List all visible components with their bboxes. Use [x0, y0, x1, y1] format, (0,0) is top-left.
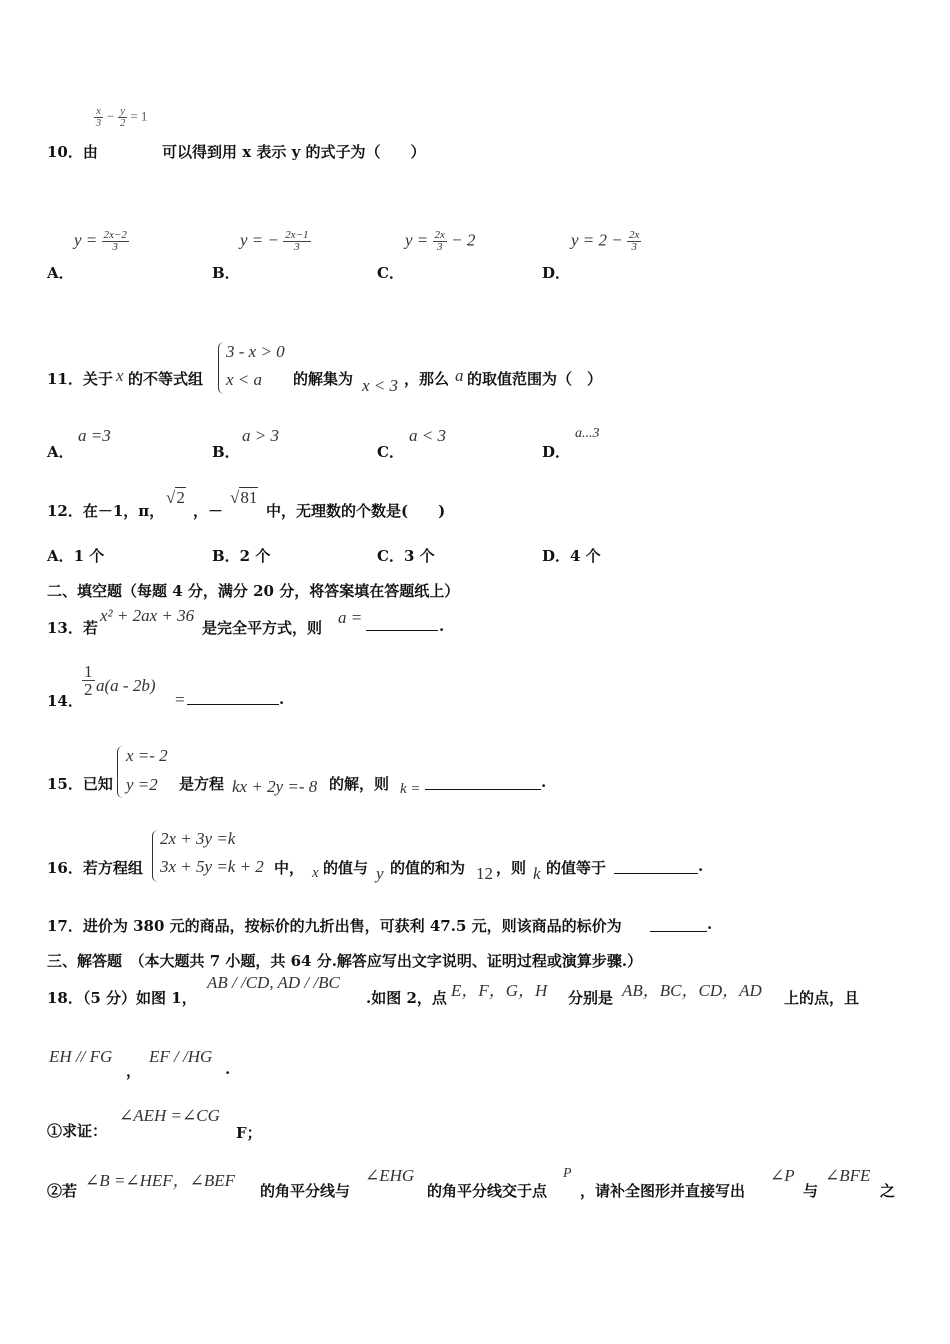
q11-a: a [455, 366, 464, 385]
q10-option-c-den: 3 [436, 241, 443, 253]
q16-x: x [312, 865, 319, 881]
q18-part1-label: ①求证： [47, 1122, 108, 1140]
q11-stem-2: 的解集为 [293, 370, 354, 388]
q10-number: 10．由 [47, 143, 98, 161]
q12-sqrt2: √2 [166, 488, 185, 507]
q10-eq-minus: − [106, 108, 115, 124]
q10-option-c-lhs: y = [405, 230, 429, 250]
q15-answer-blank[interactable] [425, 773, 541, 790]
q10-eq-3: 3 [95, 117, 102, 129]
q11-stem-3: ，那么 [404, 370, 450, 388]
q11-x: x [116, 366, 124, 385]
q18-part2-t2: 的角平分线交于点 [427, 1182, 548, 1200]
q10-option-a-label: A． [47, 264, 74, 282]
q16-y: y [376, 864, 384, 883]
q10-option-d-expr [571, 230, 641, 253]
q14-fraction [82, 663, 95, 698]
q16-k: k [533, 864, 541, 883]
q18-t4: 上的点，且 [784, 989, 860, 1007]
q18-part2-t5: 之 [880, 1182, 896, 1200]
q13-expr: x² + 2ax + 36 [100, 606, 195, 625]
q15-equation: kx + 2y =- 8 [232, 777, 318, 796]
q14-one: 1 [84, 662, 93, 681]
q16-n: 12 [476, 864, 493, 883]
q13-mid: 是完全平方式，则 [202, 619, 323, 637]
q15-mid: 是方程 [179, 775, 225, 793]
q10-option-a-num: 2x−2 [103, 229, 127, 241]
q15-system-line-1: x =- 2 [126, 746, 168, 765]
q11-option-b-expr: a > 3 [242, 426, 279, 445]
q10-option-c-num: 2x [434, 229, 445, 241]
q10-option-b-label: B． [212, 264, 240, 282]
q16-t1: 中， [274, 859, 305, 877]
q18-t5: ， [126, 1062, 142, 1080]
q18-part2-m4: ∠P [770, 1166, 795, 1185]
section-2-heading: 二、填空题（每题 4 分，满分 20 分，将答案填在答题纸上） [47, 582, 460, 600]
q10-option-a-den: 3 [112, 241, 118, 253]
q18-t3: 分别是 [568, 989, 614, 1007]
q18-m1: AB / /CD, AD / /BC [207, 973, 340, 992]
q11-option-d-label: D． [542, 443, 571, 461]
q18-part1-tail: F； [236, 1124, 262, 1142]
q18-part2-expr: ∠B =∠HEF，∠BEF [85, 1171, 236, 1190]
q13-number: 13．若 [47, 619, 98, 637]
q11-option-c-expr: a < 3 [409, 426, 446, 445]
q13-end: . [439, 617, 445, 635]
q12-sqrt81-radicand: 81 [240, 488, 258, 507]
q10-option-c-expr [405, 230, 475, 253]
q16-number: 16．若方程组 [47, 859, 143, 877]
q14-expr: a(a - 2b) [96, 676, 156, 695]
q17-end: . [707, 915, 713, 933]
q16-end: . [698, 857, 704, 875]
q15-number: 15．已知 [47, 775, 113, 793]
q11-option-d-expr: a...3 [575, 426, 600, 441]
q10-option-c-tail: − 2 [451, 230, 476, 250]
q14-eq: = [175, 690, 185, 709]
q18-m2: E，F，G，H [451, 981, 548, 1000]
q10-eq-rhs: = 1 [130, 108, 148, 124]
q18-m3: AB，BC，CD，AD [622, 981, 762, 1000]
q10-stem: 可以得到用 x 表示 y 的式子为（ ） [162, 143, 426, 161]
q10-equation [94, 106, 147, 129]
q13-answer-blank[interactable] [366, 614, 438, 631]
q13-a: a = [338, 608, 363, 627]
q10-option-b-lhs: y = − [240, 230, 279, 250]
q11-system-line-1: 3 - x > 0 [226, 342, 285, 361]
q18-t2: .如图 2，点 [366, 989, 447, 1007]
q18-m4: EH // FG [49, 1047, 113, 1066]
q18-t1: 18．（5 分）如图 1， [47, 989, 197, 1007]
q15-k: k = [400, 781, 421, 797]
q16-system-line-2: 3x + 5y =k + 2 [160, 857, 264, 876]
q16-t3: 的值的和为 [390, 859, 466, 877]
q11-option-c-label: C． [377, 443, 404, 461]
q11-stem-1: 的不等式组 [128, 370, 204, 388]
q11-system-line-2: x < a [226, 370, 263, 389]
q10-eq-2: 2 [119, 117, 126, 129]
q10-option-b-den: 3 [294, 241, 300, 253]
q18-part2-m3: P [563, 1166, 572, 1181]
q17-answer-blank[interactable] [650, 915, 707, 932]
q18-part2-t3: ，请补全图形并直接写出 [580, 1182, 746, 1200]
q18-part1-expr: ∠AEH =∠CG [119, 1106, 220, 1125]
q10-eq-y: y [120, 105, 126, 117]
q11-option-b-label: B． [212, 443, 240, 461]
q16-system-brace [152, 830, 159, 882]
q17-text: 17．进价为 380 元的商品，按标价的九折出售，可获利 47.5 元，则该商品的标价为 [47, 917, 622, 935]
q10-option-d-num: 2x [629, 229, 640, 241]
section-3-heading: 三、解答题 （本大题共 7 小题，共 64 分.解答应写出文字说明、证明过程或演算步骤.） [47, 952, 643, 970]
q11-option-a-label: A． [47, 443, 74, 461]
q18-part2-m2: ∠EHG [365, 1166, 415, 1185]
q15-system-brace [117, 746, 124, 798]
q18-part2-m5: ∠BFE [825, 1166, 871, 1185]
q10-option-b-expr [240, 230, 311, 253]
q12-sqrt81: √81 [230, 488, 258, 507]
q14-answer-blank[interactable] [187, 688, 279, 705]
q15-end: . [541, 773, 547, 791]
q12-text-2: ，－ [193, 502, 224, 520]
q18-part2-label: ②若 [47, 1182, 78, 1200]
q12-text-1: 12．在－1，π， [47, 502, 165, 520]
q12-option-a: A．1 个 [47, 547, 105, 565]
q11-number: 11．关于 [47, 370, 113, 388]
q10-option-d-lhs: y = 2 − [571, 230, 623, 250]
q18-part2-t4: 与 [803, 1182, 819, 1200]
q10-option-d-label: D． [542, 264, 571, 282]
q11-stem-4: 的取值范围为（ ） [467, 370, 603, 388]
q18-t6: . [225, 1060, 231, 1078]
q10-option-a-lhs: y = [74, 230, 98, 250]
q10-option-b-num: 2x−1 [285, 229, 309, 241]
q14-two: 2 [84, 680, 93, 699]
q15-mid-2: 的解，则 [329, 775, 390, 793]
q10-option-c-label: C． [377, 264, 404, 282]
q14-end: . [279, 690, 285, 708]
q14-number: 14． [47, 692, 83, 710]
q15-system-line-2: y =2 [126, 775, 158, 794]
q18-part2-t1: 的角平分线与 [260, 1182, 351, 1200]
q11-solution: x < 3 [362, 376, 399, 395]
q16-answer-blank[interactable] [614, 857, 698, 874]
q12-option-c: C．3 个 [377, 547, 435, 565]
q12-text-3: 中，无理数的个数是( ) [266, 502, 446, 520]
q12-sqrt2-radicand: 2 [176, 488, 185, 507]
q16-t4: ，则 [496, 859, 527, 877]
q12-option-b: B．2 个 [212, 547, 271, 565]
q10-eq-x: x [96, 105, 101, 117]
q16-system-line-1: 2x + 3y =k [160, 829, 236, 848]
q11-option-a-expr: a =3 [78, 426, 111, 445]
q16-t5: 的值等于 [546, 859, 607, 877]
q16-t2: 的值与 [323, 859, 369, 877]
q11-system-brace [218, 342, 225, 394]
q10-option-d-den: 3 [631, 241, 637, 253]
q12-option-d: D．4 个 [542, 547, 601, 565]
q18-m5: EF / /HG [149, 1047, 213, 1066]
q10-option-a-expr [74, 230, 129, 253]
